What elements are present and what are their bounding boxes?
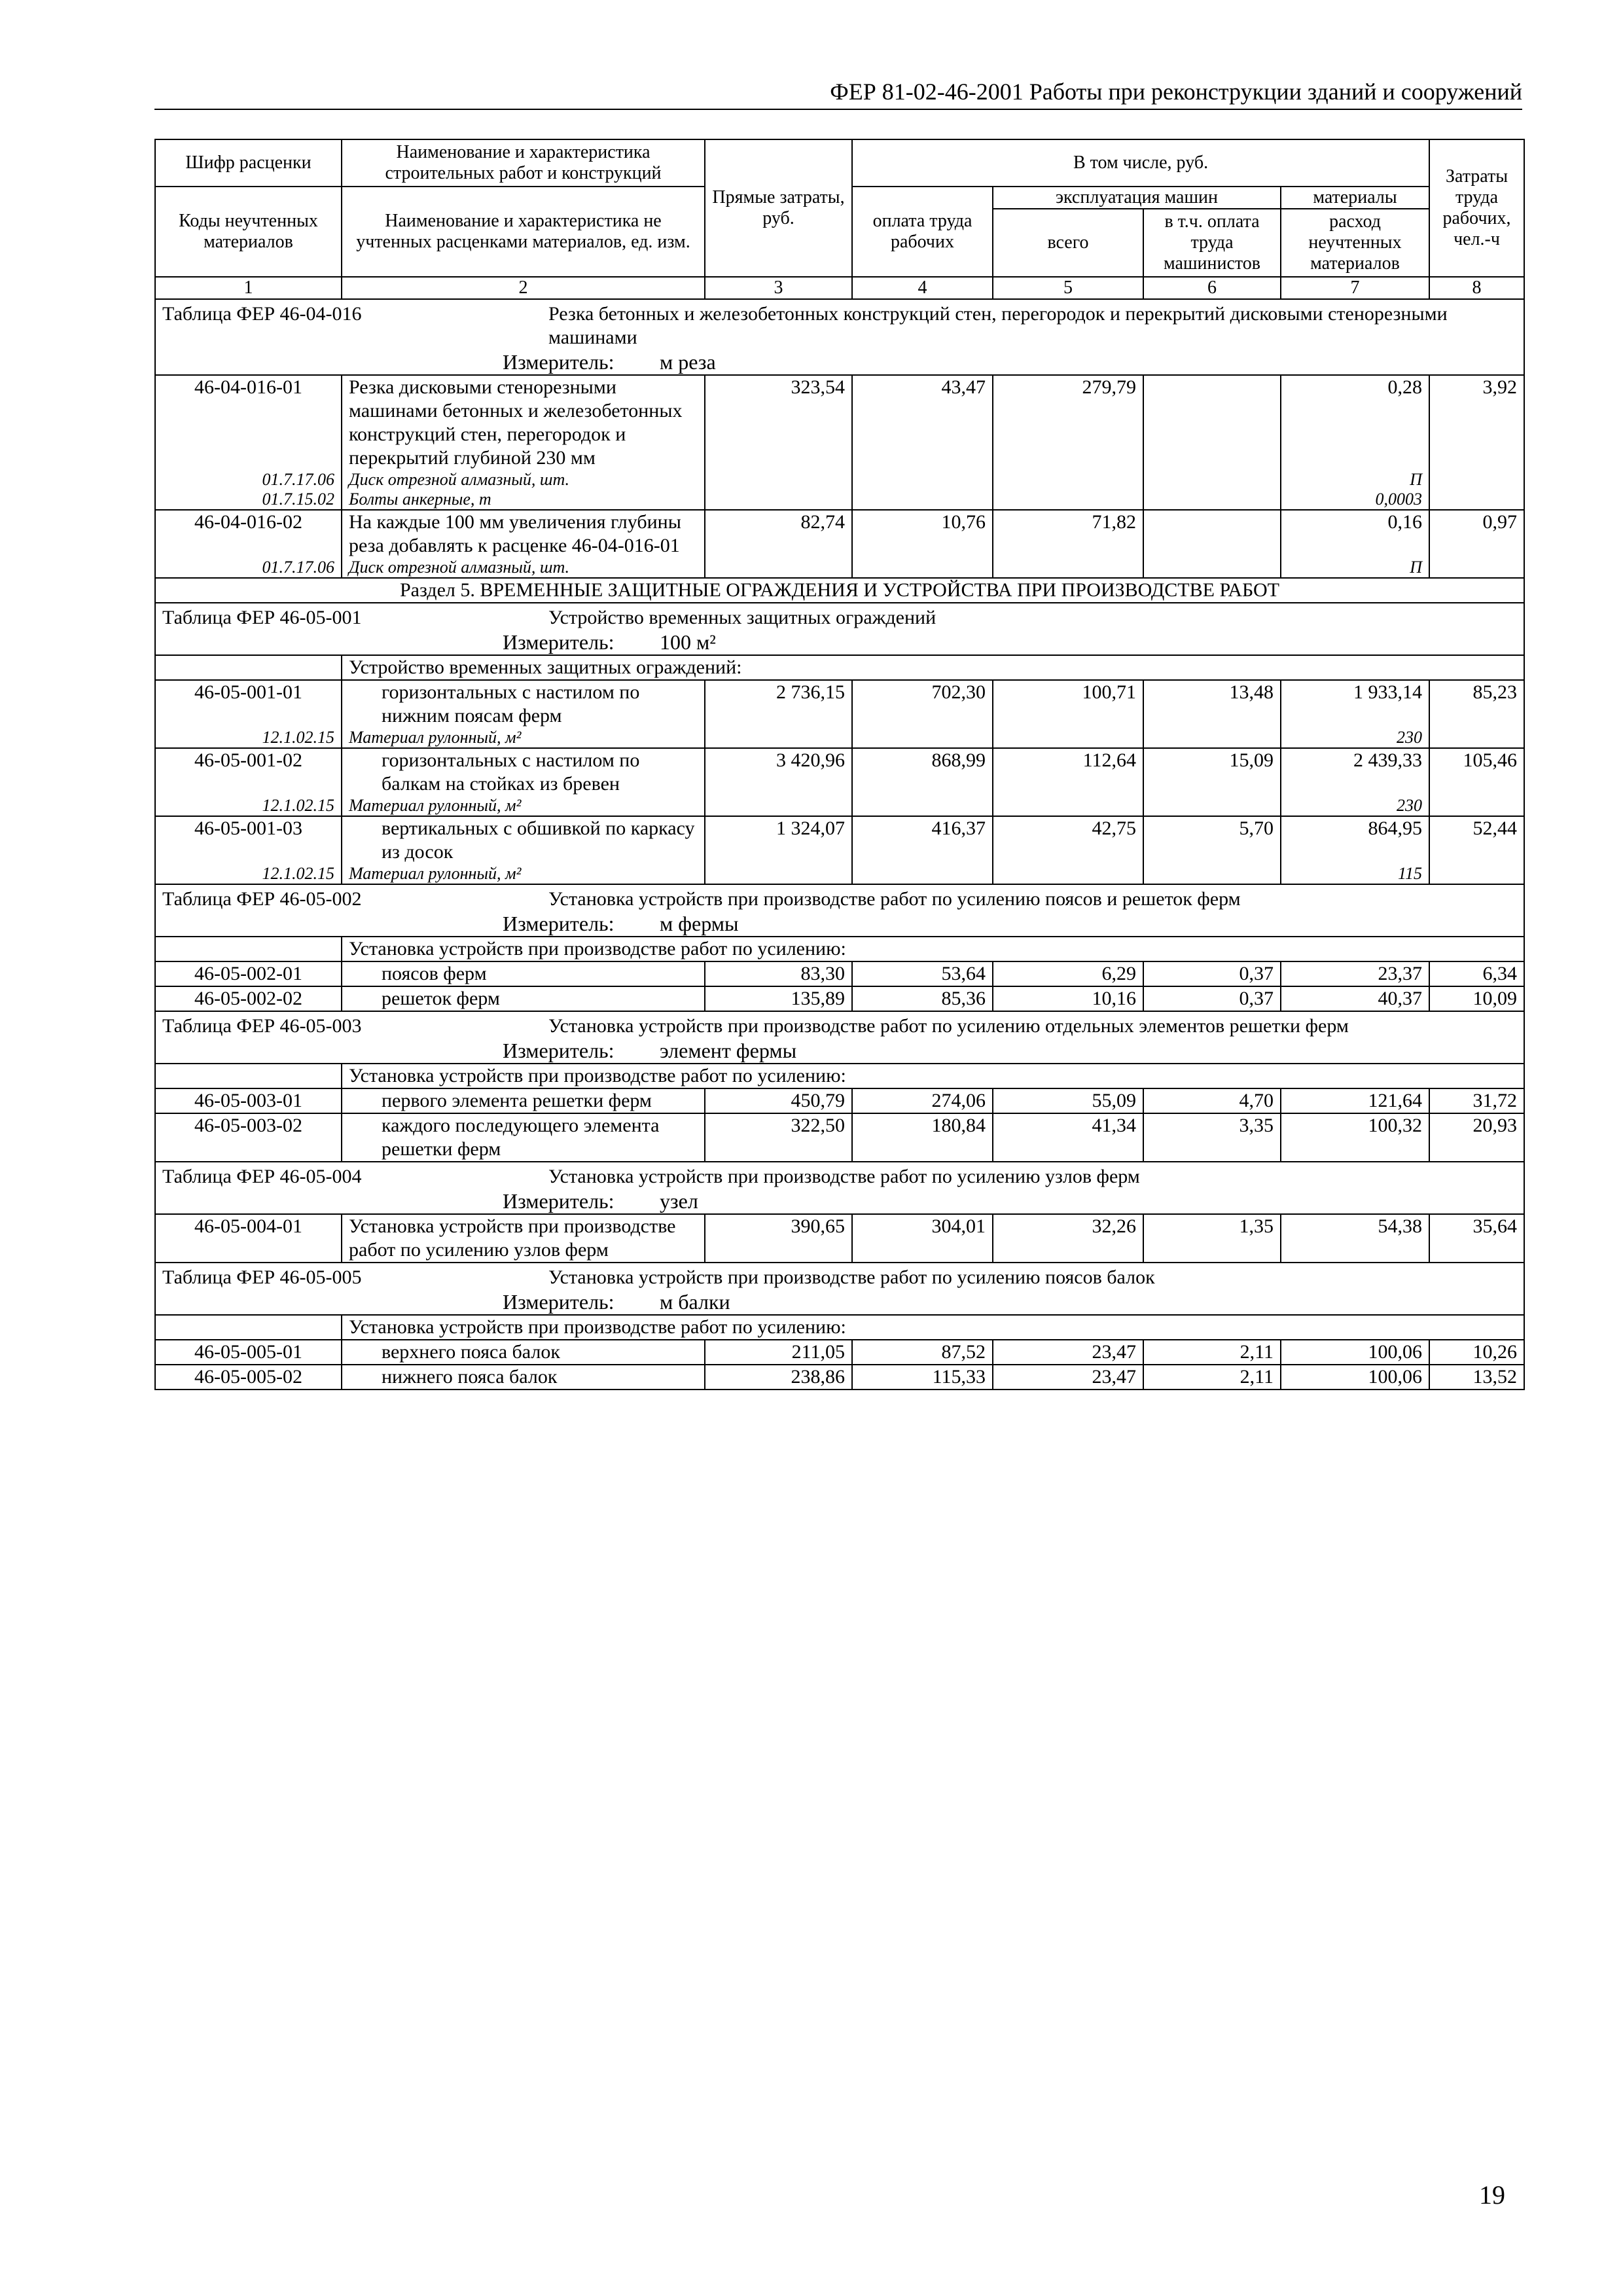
rate-description: каждого последующего элемента решетки ферм xyxy=(342,1113,705,1162)
table-row xyxy=(155,1113,1524,1162)
group-header: В том числе, руб. xyxy=(852,139,1429,187)
table-title-row xyxy=(155,1011,1524,1064)
unit-label: Измеритель: xyxy=(503,630,615,654)
materials-cost: 0,16 xyxy=(1281,510,1429,558)
direct-cost: 3 420,96 xyxy=(705,748,852,796)
section-row xyxy=(155,578,1524,603)
table-number: Таблица ФЕР 46-04-016 xyxy=(162,303,362,325)
material-row xyxy=(155,490,1524,510)
table-header-row xyxy=(155,139,1524,187)
unit-value: 100 м² xyxy=(660,630,716,654)
machinists-pay: 3,35 xyxy=(1143,1113,1281,1162)
materials-cost: 0,28 xyxy=(1281,375,1429,470)
table-title-row xyxy=(155,1162,1524,1214)
column-number: 2 xyxy=(342,277,705,299)
unit-value: элемент фермы xyxy=(660,1039,797,1062)
labor-hours: 10,09 xyxy=(1429,986,1524,1011)
rate-description: вертикальных с обшивкой по каркасу из досок xyxy=(342,816,705,864)
col2-top-header: Наименование и характеристика строительных работ и конструкций xyxy=(342,139,705,187)
col1-bottom-header: Коды неучтенных материалов xyxy=(155,187,342,277)
labor-pay: 416,37 xyxy=(852,816,993,864)
machines-total: 23,47 xyxy=(993,1340,1143,1365)
material-quantity: 115 xyxy=(1281,864,1429,884)
rate-code: 46-05-001-01 xyxy=(155,680,342,728)
unit-value: м реза xyxy=(660,350,716,374)
rate-description: Резка дисковыми стенорезными машинами бетонных и железобетонных конструкций стен, перегородок и перекрытий глубиной 230 мм xyxy=(342,375,705,470)
machines-total: 6,29 xyxy=(993,961,1143,986)
machines-total: 23,47 xyxy=(993,1365,1143,1390)
direct-cost: 135,89 xyxy=(705,986,852,1011)
material-row xyxy=(155,796,1524,816)
labor-hours: 105,46 xyxy=(1429,748,1524,796)
table-name: Установка устройств при производстве работ по усилению поясов и решеток ферм xyxy=(548,888,1241,910)
materials-cost: 100,06 xyxy=(1281,1340,1429,1365)
caption-row xyxy=(155,1064,1524,1088)
material-quantity: 230 xyxy=(1281,728,1429,748)
caption: Установка устройств при производстве работ по усилению: xyxy=(342,1315,1524,1340)
labor-pay: 274,06 xyxy=(852,1088,993,1113)
table-title-row xyxy=(155,1263,1524,1315)
machinists-pay: 5,70 xyxy=(1143,816,1281,864)
column-number: 7 xyxy=(1281,277,1429,299)
labor-pay: 85,36 xyxy=(852,986,993,1011)
machines-total: 279,79 xyxy=(993,375,1143,470)
rate-description: нижнего пояса балок xyxy=(342,1365,705,1390)
price-table xyxy=(154,139,1525,1390)
column-number: 8 xyxy=(1429,277,1524,299)
material-code: 12.1.02.15 xyxy=(155,864,342,884)
machinists-pay xyxy=(1143,375,1281,470)
machinists-pay: 13,48 xyxy=(1143,680,1281,728)
material-row xyxy=(155,470,1524,490)
machinists-pay: 0,37 xyxy=(1143,961,1281,986)
rate-description: горизонтальных с настилом по балкам на стойках из бревен xyxy=(342,748,705,796)
direct-cost: 390,65 xyxy=(705,1214,852,1263)
unit-line xyxy=(162,1289,1517,1314)
col2-bottom-header: Наименование и характеристика не учтенных расценками материалов, ед. изм. xyxy=(342,187,705,277)
labor-pay: 43,47 xyxy=(852,375,993,470)
labor-hours: 10,26 xyxy=(1429,1340,1524,1365)
col6-header: в т.ч. оплата труда машинистов xyxy=(1143,209,1281,277)
rate-description: поясов ферм xyxy=(342,961,705,986)
labor-pay: 115,33 xyxy=(852,1365,993,1390)
material-code: 12.1.02.15 xyxy=(155,728,342,748)
table-row xyxy=(155,1365,1524,1390)
column-number: 3 xyxy=(705,277,852,299)
direct-cost: 82,74 xyxy=(705,510,852,558)
labor-pay: 87,52 xyxy=(852,1340,993,1365)
caption-row xyxy=(155,937,1524,961)
rate-description: На каждые 100 мм увеличения глубины реза добавлять к расценке 46-04-016-01 xyxy=(342,510,705,558)
table-row xyxy=(155,1214,1524,1263)
labor-hours: 6,34 xyxy=(1429,961,1524,986)
col7-header: расход неучтенных материалов xyxy=(1281,209,1429,277)
material-description: Диск отрезной алмазный, шт. xyxy=(342,470,705,490)
unit-line xyxy=(162,1038,1517,1063)
unit-line xyxy=(162,911,1517,936)
table-row xyxy=(155,375,1524,470)
table-number: Таблица ФЕР 46-05-003 xyxy=(162,1015,362,1037)
rate-code: 46-05-005-01 xyxy=(155,1340,342,1365)
machinists-pay: 0,37 xyxy=(1143,986,1281,1011)
direct-cost: 450,79 xyxy=(705,1088,852,1113)
material-code: 12.1.02.15 xyxy=(155,796,342,816)
rate-code: 46-05-005-02 xyxy=(155,1365,342,1390)
machines-total: 32,26 xyxy=(993,1214,1143,1263)
caption: Устройство временных защитных ограждений: xyxy=(342,655,1524,680)
column-number: 4 xyxy=(852,277,993,299)
table-row xyxy=(155,1340,1524,1365)
materials-cost: 864,95 xyxy=(1281,816,1429,864)
rate-code: 46-05-004-01 xyxy=(155,1214,342,1263)
unit-value: м балки xyxy=(660,1290,730,1314)
machines-total: 10,16 xyxy=(993,986,1143,1011)
labor-hours: 0,97 xyxy=(1429,510,1524,558)
labor-hours: 31,72 xyxy=(1429,1088,1524,1113)
material-description: Материал рулонный, м² xyxy=(342,796,705,816)
direct-cost: 322,50 xyxy=(705,1113,852,1162)
direct-cost: 1 324,07 xyxy=(705,816,852,864)
caption-row xyxy=(155,1315,1524,1340)
machines-total: 71,82 xyxy=(993,510,1143,558)
table-row xyxy=(155,510,1524,558)
rate-description: первого элемента решетки ферм xyxy=(342,1088,705,1113)
rate-code: 46-05-001-02 xyxy=(155,748,342,796)
col3-header: Прямые затраты, руб. xyxy=(705,139,852,277)
rate-description: верхнего пояса балок xyxy=(342,1340,705,1365)
unit-label: Измеритель: xyxy=(503,912,615,935)
rate-description: решеток ферм xyxy=(342,986,705,1011)
column-number: 1 xyxy=(155,277,342,299)
materials-cost: 1 933,14 xyxy=(1281,680,1429,728)
machines-total: 100,71 xyxy=(993,680,1143,728)
rate-code: 46-04-016-01 xyxy=(155,375,342,470)
labor-pay: 702,30 xyxy=(852,680,993,728)
machines-total: 41,34 xyxy=(993,1113,1143,1162)
col1-top-header: Шифр расценки xyxy=(155,139,342,187)
unit-line xyxy=(162,1189,1517,1213)
table-name: Установка устройств при производстве работ по усилению поясов балок xyxy=(548,1266,1155,1288)
direct-cost: 238,86 xyxy=(705,1365,852,1390)
materials-cost: 100,06 xyxy=(1281,1365,1429,1390)
table-row xyxy=(155,986,1524,1011)
labor-hours: 20,93 xyxy=(1429,1113,1524,1162)
unit-label: Измеритель: xyxy=(503,350,615,374)
labor-pay: 10,76 xyxy=(852,510,993,558)
rate-description: Установка устройств при производстве работ по усилению узлов ферм xyxy=(342,1214,705,1263)
direct-cost: 2 736,15 xyxy=(705,680,852,728)
machines-total: 42,75 xyxy=(993,816,1143,864)
material-description: Материал рулонный, м² xyxy=(342,864,705,884)
direct-cost: 323,54 xyxy=(705,375,852,470)
material-quantity: П xyxy=(1281,558,1429,578)
rate-code: 46-05-001-03 xyxy=(155,816,342,864)
col4-header: оплата труда рабочих xyxy=(852,187,993,277)
column-number: 5 xyxy=(993,277,1143,299)
materials-cost: 121,64 xyxy=(1281,1088,1429,1113)
table-number: Таблица ФЕР 46-05-005 xyxy=(162,1266,362,1288)
material-quantity: 0,0003 xyxy=(1281,490,1429,510)
machinists-pay: 15,09 xyxy=(1143,748,1281,796)
caption-row xyxy=(155,655,1524,680)
direct-cost: 83,30 xyxy=(705,961,852,986)
table-name: Установка устройств при производстве работ по усилению узлов ферм xyxy=(548,1166,1140,1187)
header-title: ФЕР 81-02-46-2001 Работы при реконструкции зданий и сооружений xyxy=(830,79,1522,105)
table-name: Резка бетонных и железобетонных конструкций стен, перегородок и перекрытий дисковыми стенорезными машинами xyxy=(548,303,1448,348)
material-description: Диск отрезной алмазный, шт. xyxy=(342,558,705,578)
materials-cost: 23,37 xyxy=(1281,961,1429,986)
machines-header: эксплуатация машин xyxy=(993,187,1281,209)
materials-cost: 2 439,33 xyxy=(1281,748,1429,796)
material-quantity: 230 xyxy=(1281,796,1429,816)
page-number: 19 xyxy=(1479,2180,1505,2210)
page-header xyxy=(154,77,1522,110)
machinists-pay xyxy=(1143,510,1281,558)
unit-label: Измеритель: xyxy=(503,1189,615,1213)
labor-hours: 85,23 xyxy=(1429,680,1524,728)
labor-pay: 180,84 xyxy=(852,1113,993,1162)
table-title-row xyxy=(155,299,1524,375)
machinists-pay: 1,35 xyxy=(1143,1214,1281,1263)
caption: Установка устройств при производстве работ по усилению: xyxy=(342,937,1524,961)
table-row xyxy=(155,1088,1524,1113)
material-code: 01.7.15.02 xyxy=(155,490,342,510)
material-code: 01.7.17.06 xyxy=(155,470,342,490)
labor-hours: 52,44 xyxy=(1429,816,1524,864)
col5-header: всего xyxy=(993,209,1143,277)
table-number: Таблица ФЕР 46-05-004 xyxy=(162,1166,362,1187)
table-row xyxy=(155,961,1524,986)
table-row xyxy=(155,748,1524,796)
labor-hours: 13,52 xyxy=(1429,1365,1524,1390)
labor-pay: 868,99 xyxy=(852,748,993,796)
material-row xyxy=(155,864,1524,884)
material-description: Болты анкерные, т xyxy=(342,490,705,510)
material-description: Материал рулонный, м² xyxy=(342,728,705,748)
rate-code: 46-04-016-02 xyxy=(155,510,342,558)
machines-total: 112,64 xyxy=(993,748,1143,796)
unit-label: Измеритель: xyxy=(503,1290,615,1314)
table-name: Устройство временных защитных ограждений xyxy=(548,607,936,628)
direct-cost: 211,05 xyxy=(705,1340,852,1365)
labor-hours: 3,92 xyxy=(1429,375,1524,470)
table-row xyxy=(155,680,1524,728)
rate-description: горизонтальных с настилом по нижним поясам ферм xyxy=(342,680,705,728)
material-row xyxy=(155,558,1524,578)
machines-total: 55,09 xyxy=(993,1088,1143,1113)
machinists-pay: 4,70 xyxy=(1143,1088,1281,1113)
materials-cost: 40,37 xyxy=(1281,986,1429,1011)
material-row xyxy=(155,728,1524,748)
material-quantity: П xyxy=(1281,470,1429,490)
materials-cost: 100,32 xyxy=(1281,1113,1429,1162)
col8-header: Затраты труда рабочих, чел.-ч xyxy=(1429,139,1524,277)
column-number: 6 xyxy=(1143,277,1281,299)
table-title-row xyxy=(155,884,1524,937)
materials-header: материалы xyxy=(1281,187,1429,209)
unit-value: м фермы xyxy=(660,912,739,935)
labor-pay: 53,64 xyxy=(852,961,993,986)
table-number: Таблица ФЕР 46-05-002 xyxy=(162,888,362,910)
section-title: Раздел 5. ВРЕМЕННЫЕ ЗАЩИТНЫЕ ОГРАЖДЕНИЯ И УСТРОЙСТВА ПРИ ПРОИЗВОДСТВЕ РАБОТ xyxy=(155,578,1524,603)
table-title-row xyxy=(155,603,1524,655)
rate-code: 46-05-003-01 xyxy=(155,1088,342,1113)
unit-label: Измеритель: xyxy=(503,1039,615,1062)
unit-line xyxy=(162,350,1517,374)
table-number: Таблица ФЕР 46-05-001 xyxy=(162,607,362,628)
unit-line xyxy=(162,630,1517,655)
column-numbers-row xyxy=(155,277,1524,299)
unit-value: узел xyxy=(660,1189,698,1213)
table-name: Установка устройств при производстве работ по усилению отдельных элементов решетки ферм xyxy=(548,1015,1349,1037)
rate-code: 46-05-002-02 xyxy=(155,986,342,1011)
machinists-pay: 2,11 xyxy=(1143,1340,1281,1365)
caption: Установка устройств при производстве работ по усилению: xyxy=(342,1064,1524,1088)
rate-code: 46-05-003-02 xyxy=(155,1113,342,1162)
machinists-pay: 2,11 xyxy=(1143,1365,1281,1390)
table-row xyxy=(155,816,1524,864)
materials-cost: 54,38 xyxy=(1281,1214,1429,1263)
labor-hours: 35,64 xyxy=(1429,1214,1524,1263)
material-code: 01.7.17.06 xyxy=(155,558,342,578)
labor-pay: 304,01 xyxy=(852,1214,993,1263)
rate-code: 46-05-002-01 xyxy=(155,961,342,986)
